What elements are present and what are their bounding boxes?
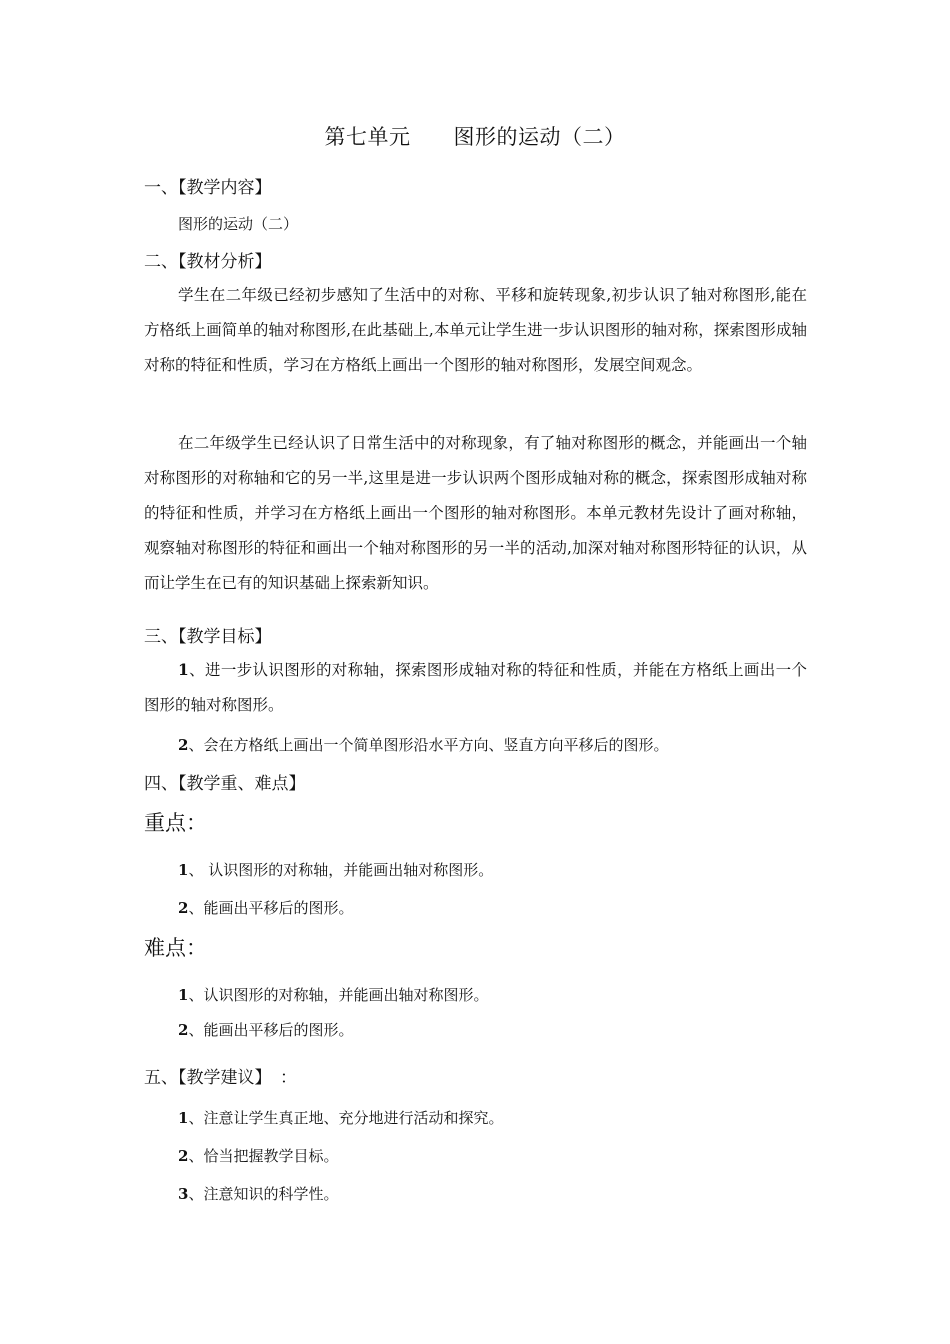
goal-item-1 xyxy=(144,652,807,723)
goal-item-number: 1 xyxy=(178,660,189,679)
difficult-item-2 xyxy=(178,1019,353,1040)
goal-item-text: 、进一步认识图形的对称轴，探索图形成轴对称的特征和性质，并能在方格纸上画出一个图形的轴对称图形。 xyxy=(144,661,807,714)
suggestion-item-3 xyxy=(178,1183,338,1204)
suggestion-item-text: 、恰当把握教学目标。 xyxy=(188,1147,339,1165)
analysis-paragraph-1: 学生在二年级已经初步感知了生活中的对称、平移和旋转现象,初步认识了轴对称图形,能在方格纸上画简单的轴对称图形,在此基础上,本单元让学生进一步认识图形的轴对称，探索图形成轴对称的特征和性质，学习在方格纸上画出一个图形的轴对称图形，发展空间观念。 xyxy=(144,286,807,374)
suggestion-item-2 xyxy=(178,1145,338,1166)
key-points-label: 重点： xyxy=(144,811,207,835)
difficult-points-label: 难点： xyxy=(144,936,207,960)
suggestion-item-text: 、注意让学生真正地、充分地进行活动和探究。 xyxy=(188,1109,504,1127)
section-heading-content: 一、【教学内容】 xyxy=(144,178,272,198)
goal-item-number: 2 xyxy=(178,736,189,754)
goal-item-2 xyxy=(178,734,668,755)
section-heading-suggestions: 五、【教学建议】 ： xyxy=(144,1068,297,1088)
difficult-item-text: 、认识图形的对称轴，并能画出轴对称图形。 xyxy=(188,986,489,1004)
content-text: 图形的运动（二） xyxy=(178,215,299,233)
key-item-1 xyxy=(178,859,493,880)
suggestion-item-number: 3 xyxy=(178,1185,189,1203)
difficult-item-text: 、能画出平移后的图形。 xyxy=(188,1021,354,1039)
suggestion-item-number: 2 xyxy=(178,1147,189,1165)
suggestion-item-1 xyxy=(178,1107,503,1128)
suggestion-item-text: 、注意知识的科学性。 xyxy=(188,1185,339,1203)
section-heading-analysis: 二、【教材分析】 xyxy=(144,252,272,272)
difficult-item-number: 1 xyxy=(178,986,189,1004)
key-item-2 xyxy=(178,897,353,918)
section-heading-key-points: 四、【教学重、难点】 xyxy=(144,774,306,794)
difficult-item-number: 2 xyxy=(178,1021,189,1039)
difficult-item-1 xyxy=(178,984,488,1005)
key-item-number: 2 xyxy=(178,899,189,917)
suggestion-item-number: 1 xyxy=(178,1109,189,1127)
section-heading-goals: 三、【教学目标】 xyxy=(144,627,272,647)
goal-item-text: 、会在方格纸上画出一个简单图形沿水平方向、竖直方向平移后的图形。 xyxy=(188,736,669,754)
key-item-text: 、能画出平移后的图形。 xyxy=(188,899,354,917)
key-item-text: 、 认识图形的对称轴，并能画出轴对称图形。 xyxy=(188,861,494,879)
key-item-number: 1 xyxy=(178,861,189,879)
analysis-paragraph-2: 在二年级学生已经认识了日常生活中的对称现象，有了轴对称图形的概念，并能画出一个轴对称图形的对称轴和它的另一半,这里是进一步认识两个图形成轴对称的概念，探索图形成轴对称的特征和性质，并学习在方格纸上画出一个图形的轴对称图形。本单元教材先设计了画对称轴，观察轴对称图形的特征和画出一个轴对称图形的另一半的活动,加深对轴对称图形特征的认识，从而让学生在已有的知识基础上探索新知识。 xyxy=(144,434,807,592)
page-title: 第七单元 图形的运动（二） xyxy=(324,125,626,149)
